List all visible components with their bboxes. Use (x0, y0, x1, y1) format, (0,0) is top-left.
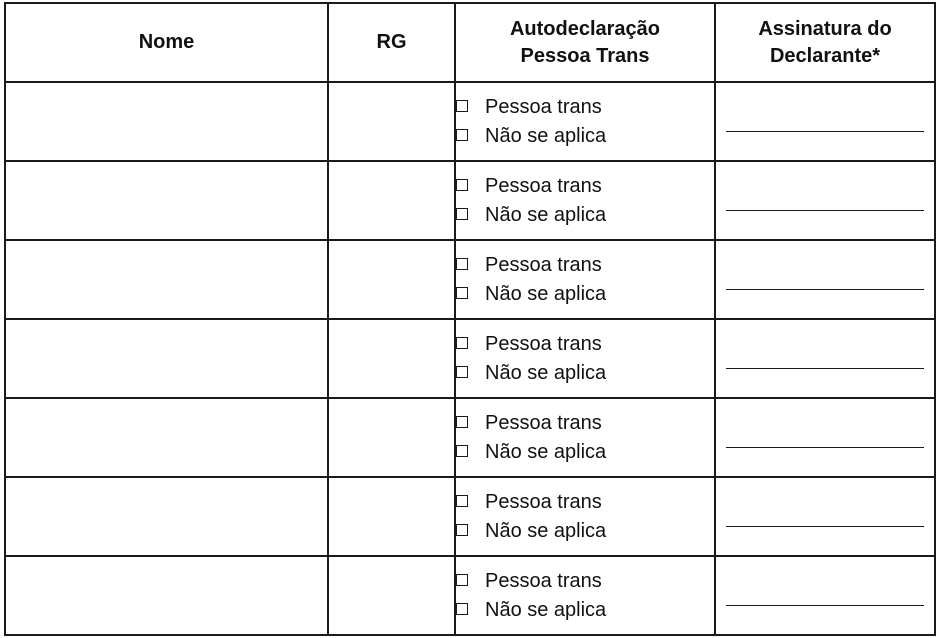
option-nao-se-aplica-label: Não se aplica (485, 519, 607, 542)
option-pessoa-trans-label: Pessoa trans (485, 569, 602, 592)
rg-field[interactable] (328, 161, 455, 240)
option-pessoa-trans[interactable] (456, 251, 714, 280)
table-row (5, 161, 935, 240)
rg-field[interactable] (328, 240, 455, 319)
nome-field[interactable] (5, 240, 328, 319)
option-nao-se-aplica[interactable] (456, 359, 714, 388)
signature-line (726, 605, 924, 606)
option-nao-se-aplica[interactable] (456, 517, 714, 546)
option-pessoa-trans[interactable] (456, 488, 714, 517)
column-header-autodeclaracao (455, 3, 715, 82)
checkbox-icon[interactable] (456, 100, 468, 112)
autodeclaracao-cell (455, 556, 715, 635)
column-header-autodeclaracao-line1: Autodeclaração (509, 17, 661, 40)
table-row (5, 240, 935, 319)
rg-field[interactable] (328, 82, 455, 161)
option-pessoa-trans-label: Pessoa trans (485, 95, 602, 118)
option-pessoa-trans-label: Pessoa trans (485, 253, 602, 276)
signature-field[interactable] (715, 319, 935, 398)
option-nao-se-aplica-label: Não se aplica (485, 124, 607, 147)
option-nao-se-aplica-label: Não se aplica (485, 440, 607, 463)
column-header-assinatura (715, 3, 935, 82)
checkbox-icon[interactable] (456, 495, 468, 507)
checkbox-icon[interactable] (456, 129, 468, 141)
table-row (5, 398, 935, 477)
option-pessoa-trans[interactable] (456, 172, 714, 201)
signature-field[interactable] (715, 477, 935, 556)
option-nao-se-aplica[interactable] (456, 280, 714, 309)
nome-field[interactable] (5, 477, 328, 556)
nome-field[interactable] (5, 161, 328, 240)
signature-line (726, 289, 924, 290)
option-nao-se-aplica[interactable] (456, 438, 714, 467)
nome-field[interactable] (5, 556, 328, 635)
option-nao-se-aplica[interactable] (456, 596, 714, 625)
checkbox-icon[interactable] (456, 603, 468, 615)
checkbox-icon[interactable] (456, 445, 468, 457)
option-pessoa-trans[interactable] (456, 330, 714, 359)
option-nao-se-aplica[interactable] (456, 122, 714, 151)
checkbox-icon[interactable] (456, 208, 468, 220)
column-header-assinatura-line2: Declarante* (769, 44, 881, 67)
table-row (5, 477, 935, 556)
checkbox-icon[interactable] (456, 287, 468, 299)
option-nao-se-aplica-label: Não se aplica (485, 598, 607, 621)
header-row (5, 3, 935, 82)
option-pessoa-trans-label: Pessoa trans (485, 411, 602, 434)
nome-field[interactable] (5, 319, 328, 398)
rg-field[interactable] (328, 477, 455, 556)
signature-line (726, 368, 924, 369)
checkbox-icon[interactable] (456, 366, 468, 378)
autodeclaracao-cell (455, 477, 715, 556)
option-pessoa-trans[interactable] (456, 93, 714, 122)
signature-line (726, 210, 924, 211)
column-header-autodeclaracao-line2: Pessoa Trans (520, 44, 650, 67)
checkbox-icon[interactable] (456, 524, 468, 536)
signature-field[interactable] (715, 161, 935, 240)
rg-field[interactable] (328, 398, 455, 477)
checkbox-icon[interactable] (456, 416, 468, 428)
autodeclaracao-cell (455, 240, 715, 319)
option-nao-se-aplica-label: Não se aplica (485, 203, 607, 226)
table-row (5, 319, 935, 398)
option-pessoa-trans[interactable] (456, 409, 714, 438)
column-header-assinatura-line1: Assinatura do (758, 17, 892, 40)
option-pessoa-trans-label: Pessoa trans (485, 490, 602, 513)
column-header-nome (5, 3, 328, 82)
table-row (5, 82, 935, 161)
option-nao-se-aplica[interactable] (456, 201, 714, 230)
checkbox-icon[interactable] (456, 179, 468, 191)
column-header-nome-label: Nome (138, 31, 195, 53)
checkbox-icon[interactable] (456, 258, 468, 270)
declaration-form (4, 2, 934, 634)
nome-field[interactable] (5, 82, 328, 161)
option-nao-se-aplica-label: Não se aplica (485, 282, 607, 305)
column-header-rg (328, 3, 455, 82)
table-row (5, 556, 935, 635)
signature-field[interactable] (715, 82, 935, 161)
checkbox-icon[interactable] (456, 337, 468, 349)
option-pessoa-trans-label: Pessoa trans (485, 332, 602, 355)
autodeclaracao-cell (455, 161, 715, 240)
column-header-rg-label: RG (376, 31, 407, 53)
rg-field[interactable] (328, 319, 455, 398)
signature-line (726, 131, 924, 132)
signature-field[interactable] (715, 398, 935, 477)
signature-field[interactable] (715, 556, 935, 635)
signature-field[interactable] (715, 240, 935, 319)
signature-line (726, 447, 924, 448)
autodeclaracao-cell (455, 398, 715, 477)
nome-field[interactable] (5, 398, 328, 477)
option-pessoa-trans-label: Pessoa trans (485, 174, 602, 197)
autodeclaracao-cell (455, 82, 715, 161)
signature-line (726, 526, 924, 527)
checkbox-icon[interactable] (456, 574, 468, 586)
declarant-table (4, 2, 936, 636)
autodeclaracao-cell (455, 319, 715, 398)
table-body (5, 82, 935, 635)
option-nao-se-aplica-label: Não se aplica (485, 361, 607, 384)
rg-field[interactable] (328, 556, 455, 635)
option-pessoa-trans[interactable] (456, 567, 714, 596)
